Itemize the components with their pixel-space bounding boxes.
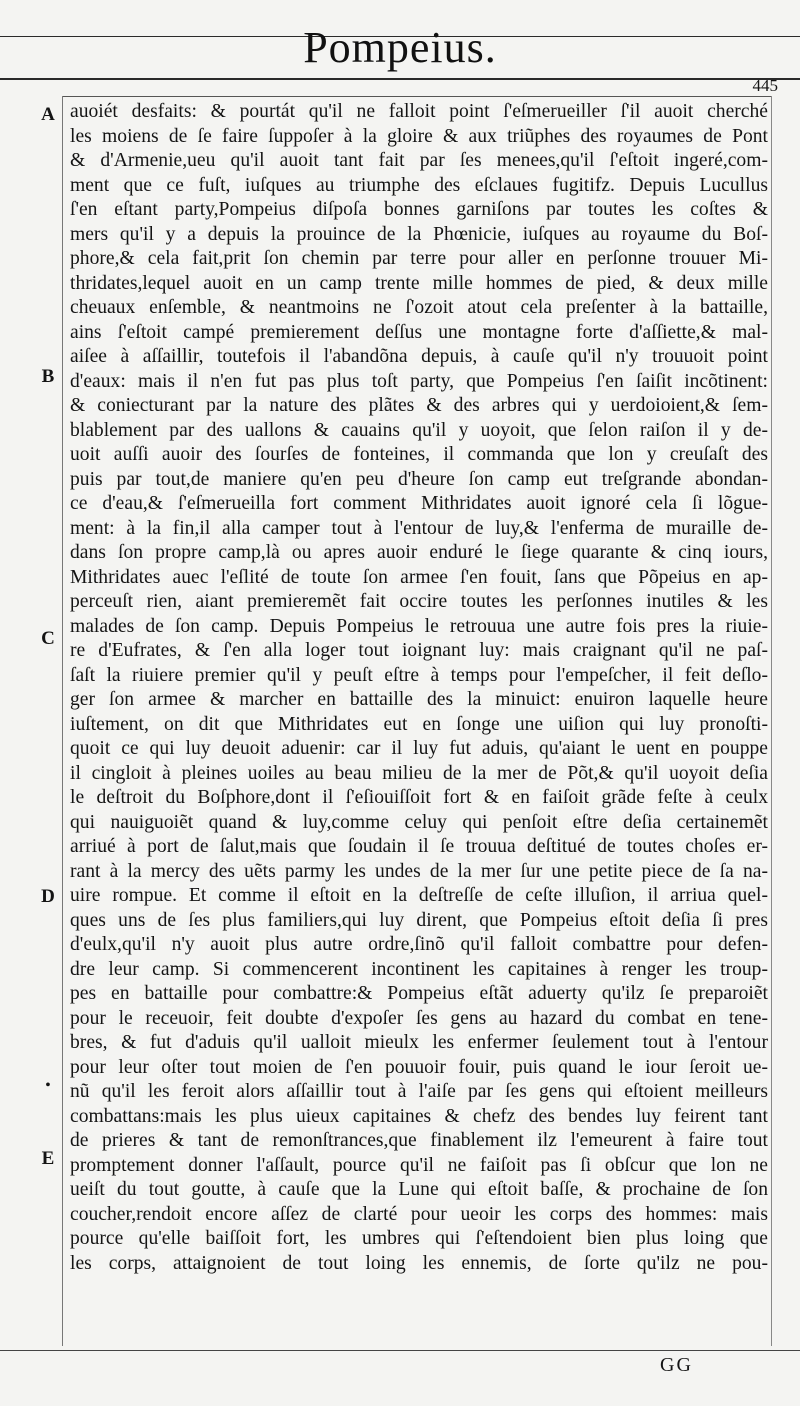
page-title: Pompeius. bbox=[303, 23, 497, 72]
text-line: bres, & fut d'aduis qu'il ualloit mieulx les enfermer ſeulement tout à l'entour bbox=[70, 1032, 768, 1053]
text-line: Mithridates auec l'eſlité de toute ſon armee ſ'en fouit, ſans que Põpeius en ap- bbox=[70, 566, 768, 588]
text-line: mers qu'il y a depuis la prouince de la Phœnicie, iuſques au royaume du Boſ- bbox=[70, 223, 768, 245]
signature-mark: GG bbox=[660, 1354, 693, 1376]
text-line: ueiſt du tout goutte, à cauſe que la Lune qui eſtoit baſſe, & prochaine de ſon bbox=[70, 1179, 768, 1200]
margin-bullet: • bbox=[45, 1078, 51, 1093]
margin-letter-b: B bbox=[41, 366, 55, 387]
text-line: ment que ce fuſt, iuſques au triumphe des eſclaues fugitifz. Depuis Lucullus bbox=[70, 174, 768, 196]
text-line: & d'Armenie,ueu qu'il auoit tant fait par ſes menees,qu'il ſ'eſtoit ingeré,com- bbox=[70, 150, 768, 171]
text-line: auoiét desfaits: & pourtát qu'il ne falloit point ſ'eſmerueiller ſ'il auoit cherché bbox=[70, 101, 768, 122]
text-line: il cingloit à pleines uoiles au beau milieu de la mer de Põt,& qu'il uoyoit deſia bbox=[70, 762, 768, 784]
text-line: ment: à la fin,il alla camper tout à l'entour de luy,& l'enferma de muraille de- bbox=[70, 517, 768, 539]
text-line: & coniecturant par la nature des plãtes & des arbres qui y uerdoioient,& ſem- bbox=[70, 395, 768, 416]
text-line: blablement par des uallons & cauains qu'il y uoyoit, que ſelon raiſon il y de- bbox=[70, 419, 768, 441]
text-line: puis par tout,de maniere qu'en peu d'heure ſon camp eut treſgrande abondan- bbox=[70, 468, 768, 490]
text-line: d'eaux: mais il n'en fut pas plus toſt party, que Pompeius ſ'en ſaiſit incõtinent: bbox=[70, 370, 768, 392]
text-line: promptement donner l'aſſault, pource qu'il ne faiſoit pas ſi obſcur que lon ne bbox=[70, 1154, 768, 1176]
text-line: pource qu'elle baiſſoit fort, les umbres qui ſ'eſtendoient bien plus loing que bbox=[70, 1228, 768, 1249]
text-line: nũ qu'il les feroit alors aſſaillir tout à l'aiſe par ſes gens qui eſtoient meilleurs bbox=[70, 1081, 768, 1102]
text-line: re d'Eufrates, & ſ'en alla loger tout ioignant luy: mais craignant qu'il ne paſ- bbox=[70, 640, 768, 661]
text-line: coucher,rendoit encore aſſez de clarté pour ueoir les corps des hommes: mais bbox=[70, 1203, 768, 1225]
margin-letter-c: C bbox=[41, 628, 55, 649]
text-line: les corps, attaignoient de tout loing les ennemis, de ſorte qu'ilz ne pou- bbox=[70, 1252, 768, 1274]
right-margin-rule bbox=[771, 96, 772, 1346]
text-line: malades de ſon camp. Depuis Pompeius le retrouua une autre fois pres la riuie- bbox=[70, 615, 768, 637]
text-line: de prieres & tant de remonſtrances,que finablement ilz l'emeurent à faire tout bbox=[70, 1130, 768, 1151]
text-line: ſaſt la riuiere premier qu'il y peuſt eſtre à temps pour l'empeſcher, il feit deſlo- bbox=[70, 664, 768, 686]
text-line: pour le receuoir, feit doubte d'expoſer ſes gens au hazard du combat en tene- bbox=[70, 1007, 768, 1029]
text-line: aiſee à aſſaillir, toutefois il l'abandõna depuis, à cauſe qu'il n'y trouuoit point bbox=[70, 346, 768, 367]
text-line: cheuaux enſemble, & neantmoins ne ſ'ozoit atout cela preſenter à la battaille, bbox=[70, 297, 768, 318]
text-line: ce d'eau,& ſ'eſmerueilla fort comment Mithridates auoit ignoré cela ſi lõgue- bbox=[70, 493, 768, 514]
text-line: arriué à port de ſalut,mais que ſoudain il ſe trouua deſtitué de toutes choſes er- bbox=[70, 836, 768, 857]
text-line: uire rompue. Et comme il eſtoit en la deſtreſſe de ceſte illuſion, il arriua quel- bbox=[70, 885, 768, 906]
text-line: dans ſon propre camp,là ou apres auoir enduré le ſiege quarante & cinq iours, bbox=[70, 542, 768, 563]
text-line: iuſtement, on dit que Mithridates eut en ſonge une uiſion qui luy pronoſti- bbox=[70, 713, 768, 735]
text-line: thridates,lequel auoit en un camp trente mille hommes de pied, & deux mille bbox=[70, 272, 768, 294]
header-rule-sub bbox=[62, 96, 772, 97]
left-margin-rule bbox=[62, 96, 63, 1346]
text-line: perceuſt rien, aiant premieremẽt fait occire toutes les perſonnes inutiles & les bbox=[70, 591, 768, 612]
footer-rule bbox=[0, 1350, 800, 1351]
text-line: pour leur oſter tout moien de ſ'en pouuoir fouir, puis quand le iour ſeroit ue- bbox=[70, 1056, 768, 1078]
header-rule-bottom bbox=[0, 78, 800, 80]
text-line: ger ſon armee & marcher en battaille des la minuict: enuiron laquelle heure bbox=[70, 689, 768, 710]
text-line: phore,& cela fait,prit ſon chemin par terre pour aller en perſonne trouuer Mi- bbox=[70, 248, 768, 269]
body-text bbox=[70, 100, 768, 1276]
text-line: dre leur camp. Si commencerent incontinent les capitaines à renger les troup- bbox=[70, 958, 768, 980]
text-line: qui nauiguoiẽt quand & luy,comme celuy qui penſoit eſtre deſia certainemẽt bbox=[70, 811, 768, 833]
text-line: les moiens de ſe faire ſuppoſer à la gloire & aux triũphes des royaumes de Pont bbox=[70, 125, 768, 147]
margin-letter-d: D bbox=[41, 886, 55, 907]
text-line: pes en battaille pour combattre:& Pompeius eſtãt aduerty qu'ilz ſe preparoiẽt bbox=[70, 983, 768, 1004]
margin-letter-a: A bbox=[41, 104, 55, 125]
text-line: ſ'en eſtant party,Pompeius diſpoſa bonnes garniſons par toutes les coſtes & bbox=[70, 199, 768, 220]
margin-letter-e: E bbox=[41, 1148, 55, 1169]
text-line: d'eulx,qu'il n'y auoit plus autre ordre,ſinõ qu'il falloit combattre pour defen- bbox=[70, 934, 768, 955]
text-line: ains ſ'eſtoit campé premierement deſſus une montagne forte d'aſſiette,& mal- bbox=[70, 321, 768, 343]
text-line: rant à la mercy des uẽts parmy les undes de la mer ſur une petite piece de ſa na- bbox=[70, 860, 768, 882]
page-number: 445 bbox=[752, 76, 778, 95]
text-line: le deſtroit du Boſphore,dont il ſ'eſiouiſſoit fort & en faiſoit grãde feſte à ceulx bbox=[70, 787, 768, 808]
text-line: combattans:mais les plus uieux capitaines & chefz des bendes luy feirent tant bbox=[70, 1105, 768, 1127]
text-line: uoit auſſi auoir des ſourſes de fonteines, il commanda que lon y creuſaſt des bbox=[70, 444, 768, 465]
text-line: ques uns de ſes plus familiers,qui luy dirent, que Pompeius eſtoit deſia ſi pres bbox=[70, 909, 768, 931]
text-line: quoit ce qui luy deuoit aduenir: car il luy fut aduis, qu'aiant le uent en pouppe bbox=[70, 738, 768, 759]
